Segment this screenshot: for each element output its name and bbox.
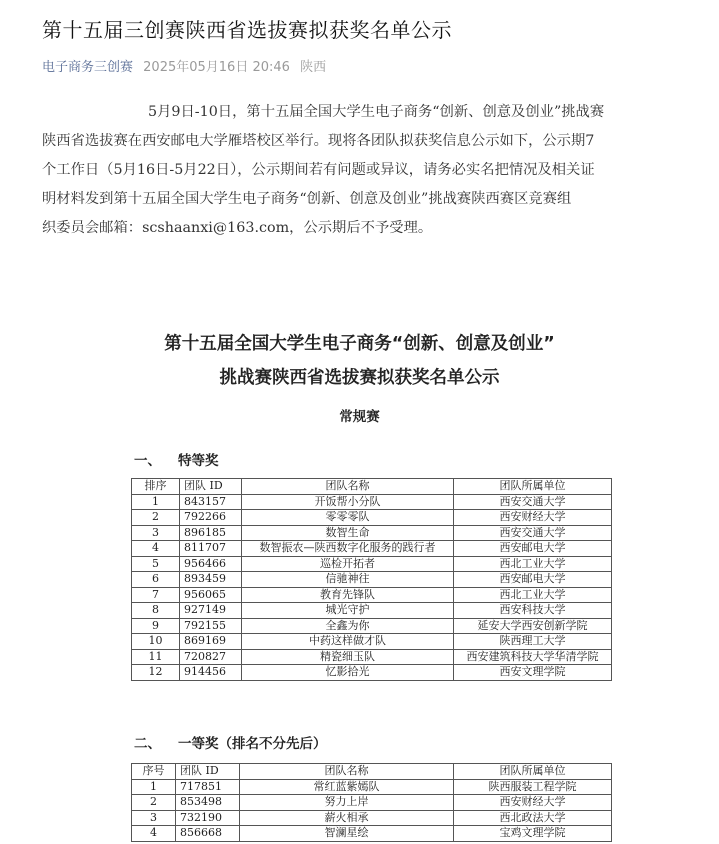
team-name-cell: 智澜星绘 bbox=[240, 826, 454, 842]
intro-line: 明材料发到第十五届全国大学生电子商务“创新、创意及创业”挑战赛陕西赛区竞赛组 bbox=[42, 191, 572, 207]
intro-line: 织委员会邮箱：scshaanxi@163.com，公示期后不予受理。 bbox=[42, 220, 433, 236]
intro-line: 5月9日-10日，第十五届全国大学生电子商务“创新、创意及创业”挑战赛 bbox=[148, 104, 605, 120]
team-name-cell: 努力上岸 bbox=[240, 795, 454, 811]
table-row bbox=[132, 649, 612, 665]
table-row bbox=[132, 587, 612, 603]
team-id-cell: 792155 bbox=[180, 618, 242, 634]
intro-line: 陕西省选拔赛在西安邮电大学雁塔校区举行。现将各团队拟获奖信息公示如下，公示期7 bbox=[42, 133, 595, 149]
table-row bbox=[132, 603, 612, 619]
rank-cell: 11 bbox=[132, 649, 180, 665]
team-id-cell: 856668 bbox=[176, 826, 240, 842]
team-id-cell: 956065 bbox=[180, 587, 242, 603]
column-header: 排序 bbox=[132, 479, 180, 495]
column-header: 序号 bbox=[132, 764, 176, 780]
team-name-cell: 全鑫为你 bbox=[242, 618, 454, 634]
team-name-cell: 数智振农—陕西数字化服务的践行者 bbox=[242, 541, 454, 557]
team-id-cell: 853498 bbox=[176, 795, 240, 811]
table-row bbox=[132, 826, 612, 842]
rank-cell: 3 bbox=[132, 525, 180, 541]
publish-time: 2025年05月16日 20:46 bbox=[143, 60, 290, 75]
section-heading-special: 一、 特等奖 bbox=[134, 453, 219, 469]
intro-paragraph bbox=[42, 98, 662, 243]
article-title: 第十五届三创赛陕西省选拔赛拟获奖名单公示 bbox=[42, 18, 452, 42]
team-name-cell: 巡检开拓者 bbox=[242, 556, 454, 572]
team-id-cell: 956466 bbox=[180, 556, 242, 572]
table-row bbox=[132, 494, 612, 510]
table-row bbox=[132, 510, 612, 526]
rank-cell: 3 bbox=[132, 810, 176, 826]
rank-cell: 12 bbox=[132, 665, 180, 681]
table-row bbox=[132, 634, 612, 650]
school-cell: 西安科技大学 bbox=[454, 603, 612, 619]
team-id-cell: 732190 bbox=[176, 810, 240, 826]
school-cell: 陕西服装工程学院 bbox=[454, 779, 612, 795]
team-name-cell: 数智生命 bbox=[242, 525, 454, 541]
table-row bbox=[132, 572, 612, 588]
rank-cell: 4 bbox=[132, 826, 176, 842]
team-name-cell: 中药这样做才队 bbox=[242, 634, 454, 650]
team-name-cell: 教育先锋队 bbox=[242, 587, 454, 603]
rank-cell: 6 bbox=[132, 572, 180, 588]
document-title-line1: 第十五届全国大学生电子商务“创新、创意及创业” bbox=[164, 334, 555, 354]
team-name-cell: 忆影拾光 bbox=[242, 665, 454, 681]
column-header: 团队所属单位 bbox=[454, 479, 612, 495]
team-id-cell: 720827 bbox=[180, 649, 242, 665]
school-cell: 西安建筑科技大学华清学院 bbox=[454, 649, 612, 665]
school-cell: 宝鸡文理学院 bbox=[454, 826, 612, 842]
team-name-cell: 常红蓝紫嫣队 bbox=[240, 779, 454, 795]
table-row bbox=[132, 618, 612, 634]
team-id-cell: 927149 bbox=[180, 603, 242, 619]
team-id-cell: 914456 bbox=[180, 665, 242, 681]
team-name-cell: 开饭帮小分队 bbox=[242, 494, 454, 510]
school-cell: 西安邮电大学 bbox=[454, 541, 612, 557]
school-cell: 西安交通大学 bbox=[454, 494, 612, 510]
team-name-cell: 薪火相承 bbox=[240, 810, 454, 826]
column-header: 团队所属单位 bbox=[454, 764, 612, 780]
rank-cell: 1 bbox=[132, 494, 180, 510]
school-cell: 延安大学西安创新学院 bbox=[454, 618, 612, 634]
rank-cell: 10 bbox=[132, 634, 180, 650]
rank-cell: 7 bbox=[132, 587, 180, 603]
account-name-link[interactable]: 电子商务三创赛 bbox=[42, 60, 134, 75]
school-cell: 西安邮电大学 bbox=[454, 572, 612, 588]
school-cell: 西北工业大学 bbox=[454, 587, 612, 603]
team-name-cell: 精瓷细玉队 bbox=[242, 649, 454, 665]
award-table-special bbox=[131, 478, 612, 681]
school-cell: 西安财经大学 bbox=[454, 795, 612, 811]
team-id-cell: 792266 bbox=[180, 510, 242, 526]
table-row bbox=[132, 795, 612, 811]
intro-line: 个工作日（5月16日-5月22日），公示期间若有问题或异议，请务必实名把情况及相关证 bbox=[42, 162, 595, 178]
rank-cell: 1 bbox=[132, 779, 176, 795]
table-row bbox=[132, 525, 612, 541]
column-header: 团队 ID bbox=[180, 479, 242, 495]
table-row bbox=[132, 665, 612, 681]
article-meta bbox=[42, 56, 326, 75]
rank-cell: 2 bbox=[132, 795, 176, 811]
table-row bbox=[132, 556, 612, 572]
table-header-row bbox=[132, 479, 612, 495]
rank-cell: 5 bbox=[132, 556, 180, 572]
school-cell: 西安文理学院 bbox=[454, 665, 612, 681]
team-id-cell: 896185 bbox=[180, 525, 242, 541]
team-id-cell: 893459 bbox=[180, 572, 242, 588]
team-id-cell: 717851 bbox=[176, 779, 240, 795]
rank-cell: 9 bbox=[132, 618, 180, 634]
school-cell: 西北工业大学 bbox=[454, 556, 612, 572]
table-row bbox=[132, 541, 612, 557]
school-cell: 西安交通大学 bbox=[454, 525, 612, 541]
rank-cell: 4 bbox=[132, 541, 180, 557]
award-table-first bbox=[131, 763, 612, 842]
publish-location: 陕西 bbox=[300, 60, 327, 75]
rank-cell: 2 bbox=[132, 510, 180, 526]
section-heading-first: 二、 一等奖（排名不分先后） bbox=[134, 736, 327, 752]
team-name-cell: 城光守护 bbox=[242, 603, 454, 619]
school-cell: 西北政法大学 bbox=[454, 810, 612, 826]
team-name-cell: 零零零队 bbox=[242, 510, 454, 526]
team-id-cell: 869169 bbox=[180, 634, 242, 650]
column-header: 团队名称 bbox=[242, 479, 454, 495]
table-row bbox=[132, 779, 612, 795]
school-cell: 西安财经大学 bbox=[454, 510, 612, 526]
team-id-cell: 843157 bbox=[180, 494, 242, 510]
document-title-line2: 挑战赛陕西省选拔赛拟获奖名单公示 bbox=[219, 368, 500, 388]
team-name-cell: 信驰神往 bbox=[242, 572, 454, 588]
team-id-cell: 811707 bbox=[180, 541, 242, 557]
rank-cell: 8 bbox=[132, 603, 180, 619]
table-row bbox=[132, 810, 612, 826]
table-header-row bbox=[132, 764, 612, 780]
column-header: 团队 ID bbox=[176, 764, 240, 780]
category-subtitle: 常规赛 bbox=[339, 409, 380, 425]
column-header: 团队名称 bbox=[240, 764, 454, 780]
school-cell: 陕西理工大学 bbox=[454, 634, 612, 650]
